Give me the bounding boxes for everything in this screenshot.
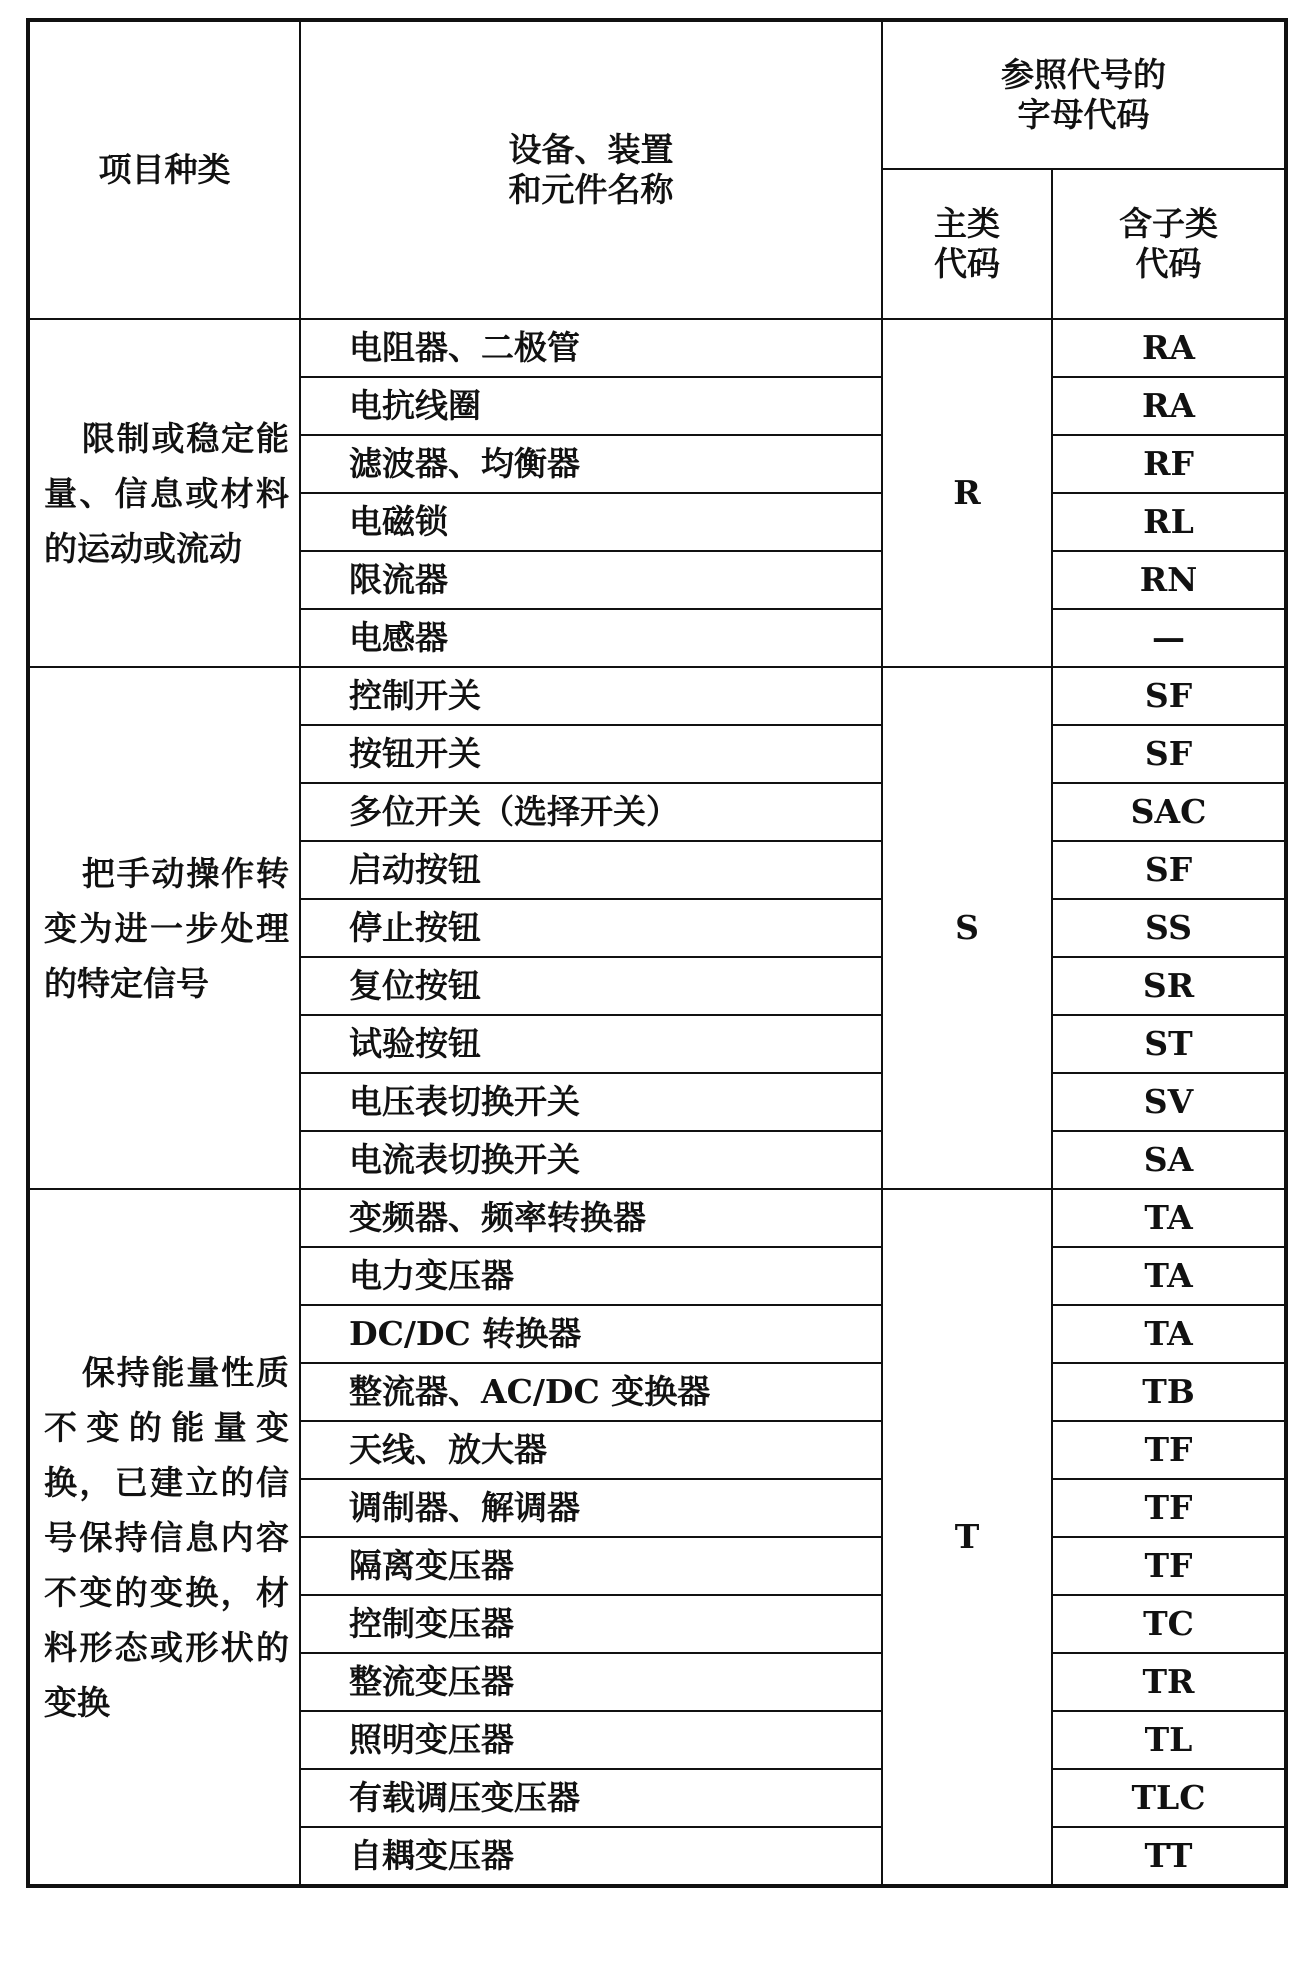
category-text: 保持能量性质不变的能量变换，已建立的信号保持信息内容不变的变换，材料形态或形状的变换 [44,1352,289,1722]
header-device-line2: 和元件名称 [508,170,674,209]
sub-code-cell: TC [1052,1595,1286,1653]
device-name-cell: 隔离变压器 [300,1537,882,1595]
sub-code-cell: RA [1052,377,1286,435]
header-ref-line2: 字母代码 [1017,95,1150,134]
device-name-cell: DC/DC 转换器 [300,1305,882,1363]
device-name-cell: 自耦变压器 [300,1827,882,1886]
header-reference-code [882,20,1286,169]
header-category [28,20,300,319]
sub-code-cell: RL [1052,493,1286,551]
sub-code-cell: RA [1052,319,1286,377]
table-body [28,20,1286,1886]
category-cell [28,667,300,1189]
device-name-cell: 多位开关（选择开关） [300,783,882,841]
header-main-code [882,169,1052,319]
category-cell [28,319,300,667]
header-category-label: 项目种类 [98,150,231,190]
main-code-cell: T [882,1189,1052,1886]
device-name-cell: 有载调压变压器 [300,1769,882,1827]
device-name-cell: 电阻器、二极管 [300,319,882,377]
sub-code-cell: TT [1052,1827,1286,1886]
sub-code-cell: TF [1052,1421,1286,1479]
table-row [28,667,1286,725]
device-name-cell: 启动按钮 [300,841,882,899]
sub-code-cell: SF [1052,667,1286,725]
category-cell [28,1189,300,1886]
device-name-cell: 电压表切换开关 [300,1073,882,1131]
device-name-cell: 照明变压器 [300,1711,882,1769]
device-name-cell: 按钮开关 [300,725,882,783]
sub-code-cell: ST [1052,1015,1286,1073]
category-text: 把手动操作转变为进一步处理的特定信号 [44,853,289,1003]
device-name-cell: 调制器、解调器 [300,1479,882,1537]
reference-code-table [26,18,1288,1888]
device-name-cell: 复位按钮 [300,957,882,1015]
header-main-line1: 主类 [934,204,1000,244]
sub-code-cell: TL [1052,1711,1286,1769]
sub-code-cell: SR [1052,957,1286,1015]
header-row-1 [28,20,1286,169]
header-ref-line1: 参照代号的 [1001,55,1166,95]
category-text: 限制或稳定能量、信息或材料的运动或流动 [44,418,289,568]
sub-code-cell: TF [1052,1537,1286,1595]
device-name-cell: 变频器、频率转换器 [300,1189,882,1247]
header-main-line2: 代码 [934,244,1000,283]
device-name-cell: 整流变压器 [300,1653,882,1711]
sub-code-cell: TF [1052,1479,1286,1537]
header-sub-line2: 代码 [1135,244,1202,283]
device-name-cell: 控制变压器 [300,1595,882,1653]
sub-code-cell: — [1052,609,1286,667]
device-name-cell: 限流器 [300,551,882,609]
sub-code-cell: TLC [1052,1769,1286,1827]
header-device-line1: 设备、装置 [508,130,674,170]
sub-code-cell: RN [1052,551,1286,609]
device-name-cell: 停止按钮 [300,899,882,957]
device-name-cell: 电磁锁 [300,493,882,551]
sub-code-cell: SF [1052,725,1286,783]
sub-code-cell: RF [1052,435,1286,493]
sub-code-cell: TA [1052,1247,1286,1305]
sub-code-cell: SS [1052,899,1286,957]
device-name-cell: 电感器 [300,609,882,667]
device-name-cell: 滤波器、均衡器 [300,435,882,493]
sub-code-cell: SAC [1052,783,1286,841]
main-code-cell: R [882,319,1052,667]
device-name-cell: 天线、放大器 [300,1421,882,1479]
sub-code-cell: SV [1052,1073,1286,1131]
main-code-cell: S [882,667,1052,1189]
device-name-cell: 电力变压器 [300,1247,882,1305]
sub-code-cell: TA [1052,1305,1286,1363]
sub-code-cell: SA [1052,1131,1286,1189]
header-device-name [300,20,882,319]
device-name-cell: 电流表切换开关 [300,1131,882,1189]
sub-code-cell: TR [1052,1653,1286,1711]
header-sub-line1: 含子类 [1119,204,1218,244]
sub-code-cell: TB [1052,1363,1286,1421]
device-name-cell: 控制开关 [300,667,882,725]
sub-code-cell: SF [1052,841,1286,899]
table-row [28,319,1286,377]
device-name-cell: 电抗线圈 [300,377,882,435]
device-name-cell: 整流器、AC/DC 变换器 [300,1363,882,1421]
header-sub-code [1052,169,1286,319]
table-row [28,1189,1286,1247]
device-name-cell: 试验按钮 [300,1015,882,1073]
sub-code-cell: TA [1052,1189,1286,1247]
